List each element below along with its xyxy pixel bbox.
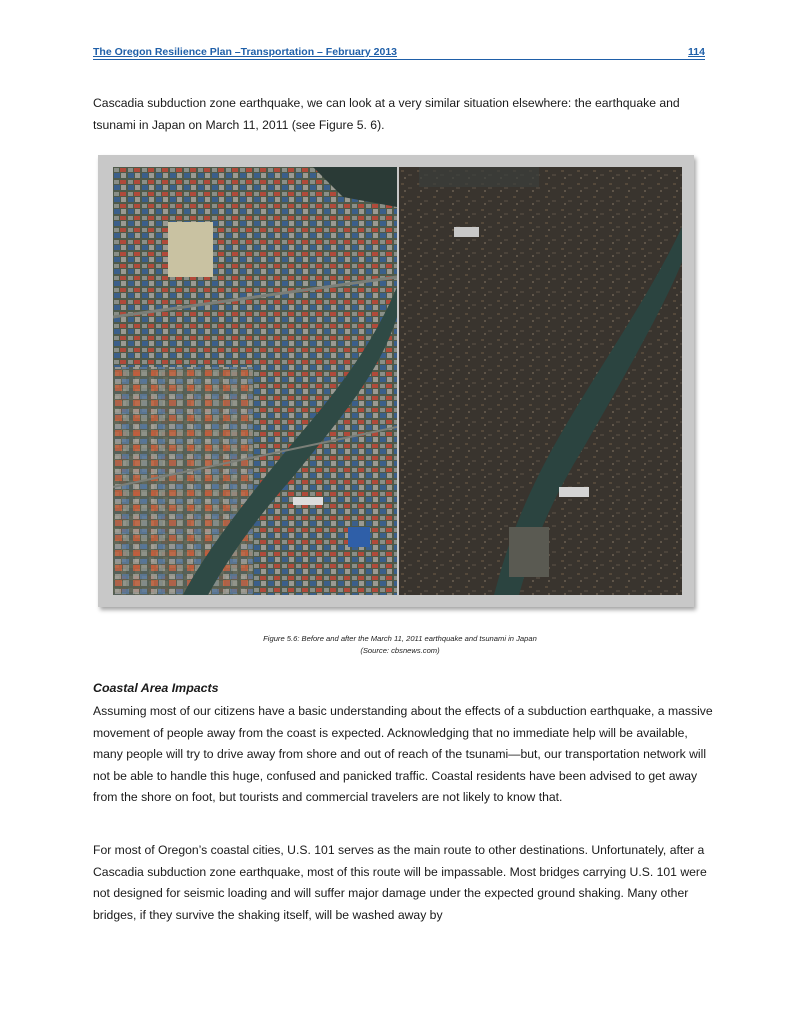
after-aerial-photo: [399, 167, 682, 595]
page-number: 114: [688, 46, 705, 58]
section-heading: Coastal Area Impacts: [93, 681, 219, 695]
figure-frame: [98, 155, 694, 607]
caption-source: (Source: cbsnews.com): [360, 646, 440, 655]
paragraph: Assuming most of our citizens have a basic understanding about the effects of a subduction earthquake, a massive movement of people away from the coast is expected. Acknowledging that no immediate help will be available, many people will try to drive away from shore and out of reach of the tsunami—but, our transportation network will not be able to handle this huge, confused and panicked traffic. Coastal residents have been advised to get away from the shore on foot, but tourists and commercial travelers are not likely to know that.: [93, 704, 713, 804]
page-header: [93, 46, 705, 60]
before-aerial-photo: [113, 167, 397, 595]
header-title: The Oregon Resilience Plan –Transportation – February 2013: [93, 46, 398, 58]
paragraph: For most of Oregon’s coastal cities, U.S. 101 serves as the main route to other destinations. Unfortunately, after a Cascadia subduction zone earthquake, most of this route will be impassable. Most bridges carrying U.S. 101 were not designed for seismic loading and will suffer major damage under the expected ground shaking. Many other bridges, if they survive the shaking itself, will be washed away by: [93, 843, 707, 922]
caption-title: Figure 5.6: Before and after the March 11, 2011 earthquake and tsunami in Japan: [263, 634, 537, 643]
intro-paragraph: Cascadia subduction zone earthquake, we can look at a very similar situation elsewhere: the earthquake and tsunami in Japan on March 11, 2011 (see Figure 5. 6).: [93, 96, 680, 132]
figure-caption: [150, 633, 650, 657]
